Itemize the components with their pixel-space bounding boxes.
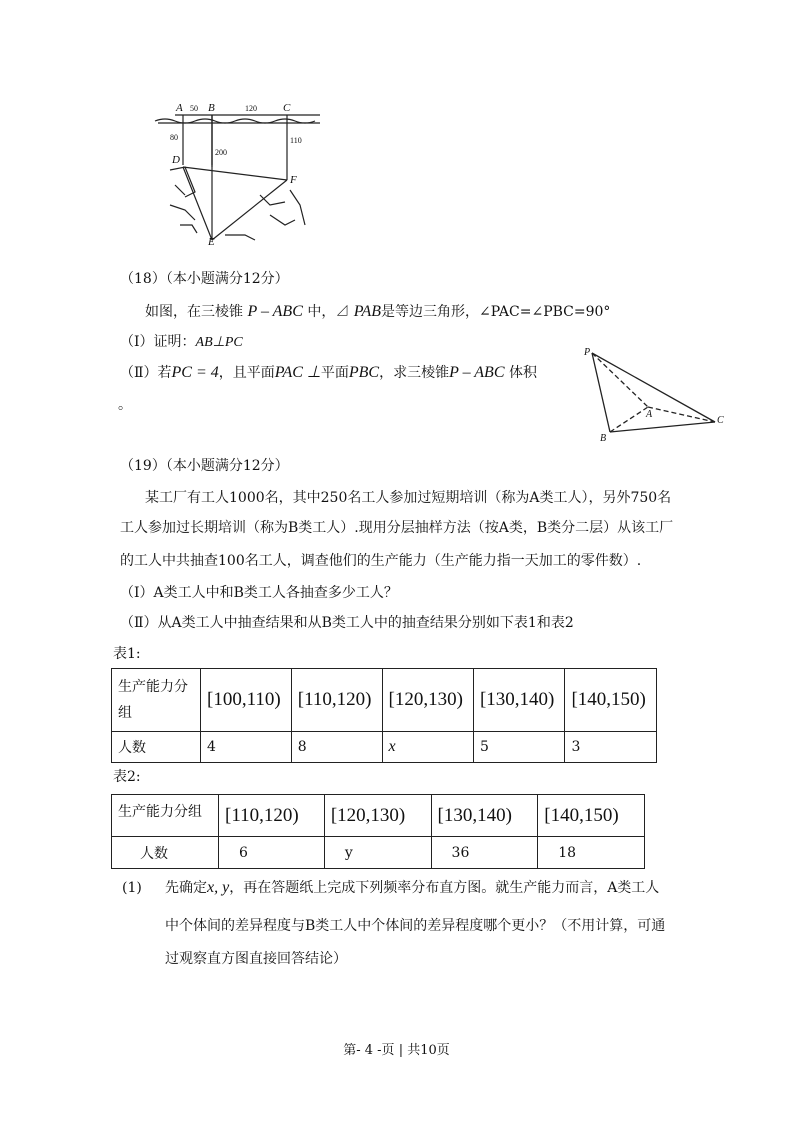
header-cell: 生产能力分组 — [112, 795, 219, 837]
text: 先确定 — [165, 880, 207, 896]
interval-cell: [130,140) — [473, 669, 564, 732]
q18-dot: 。 — [118, 397, 132, 413]
table-row — [112, 669, 657, 732]
table-row — [112, 732, 657, 763]
math: P – ABC — [247, 303, 303, 320]
interval-cell: [110,120) — [291, 669, 382, 732]
q19-para1: 某工厂有工人1000名，其中250名工人参加过短期培训（称为A类工人），另外750名 — [145, 490, 672, 506]
table-row — [112, 837, 645, 869]
num-120: 120 — [245, 104, 257, 113]
label-A: A — [176, 102, 183, 114]
pyramid-figure — [580, 345, 730, 445]
interval-cell: [140,150) — [565, 669, 657, 732]
label-D: D — [172, 154, 180, 166]
text: 组 — [118, 705, 132, 721]
interval-cell: [120,130) — [382, 669, 473, 732]
value-cell: 4 — [201, 732, 292, 763]
label-C: C — [717, 415, 724, 426]
text: （Ⅰ）证明： — [120, 334, 196, 350]
value-cell: 6 — [219, 837, 325, 869]
sub1-line2: 中个体间的差异程度与B类工人中个体间的差异程度哪个更小？（不用计算，可通 — [165, 918, 666, 934]
value-cell: 36 — [431, 837, 538, 869]
table-row — [112, 795, 645, 837]
math: AB⊥PC — [195, 335, 243, 350]
num-50: 50 — [190, 104, 198, 113]
value-cell: 3 — [565, 732, 657, 763]
value-cell: 8 — [291, 732, 382, 763]
label-B: B — [208, 102, 215, 114]
text: 生产能力分 — [118, 679, 188, 695]
interval-cell: [110,120) — [219, 795, 325, 837]
value-cell: 18 — [538, 837, 645, 869]
num-110: 110 — [290, 136, 302, 145]
q18-part2 — [120, 364, 537, 382]
text: 是等边三角形，∠PAC=∠PBC=90° — [381, 304, 611, 320]
num-80: 80 — [170, 133, 178, 142]
row-label: 人数 — [112, 837, 219, 869]
label-F: F — [290, 174, 297, 186]
value-cell: 5 — [473, 732, 564, 763]
q19-para3: 的工人中共抽查100名工人，调查他们的生产能力（生产能力指一天加工的零件数）. — [120, 553, 642, 569]
text: （Ⅱ）若 — [120, 365, 172, 381]
interval-cell: [140,150) — [538, 795, 645, 837]
value-cell: y — [324, 837, 431, 869]
interval-cell: [130,140) — [431, 795, 538, 837]
q19-header: （19）（本小题满分12分） — [120, 458, 289, 474]
text: ，再在答题纸上完成下列频率分布直方图。就生产能力而言，A类工人 — [229, 880, 660, 896]
table2-caption: 表2: — [113, 769, 141, 785]
math: PAB — [353, 303, 382, 320]
math: PC = 4 — [171, 364, 219, 381]
label-C: C — [283, 102, 291, 114]
q18-header: （18）（本小题满分12分） — [120, 271, 289, 287]
math: PAC ⊥ — [274, 364, 321, 381]
math: PBC — [348, 364, 380, 381]
q19-para2: 工人参加过长期培训（称为B类工人）.现用分层抽样方法（按A类，B类分二层）从该工厂 — [120, 520, 674, 536]
page-footer: 第- 4 -页 | 共10页 — [343, 1043, 450, 1058]
value-cell: x — [382, 732, 473, 763]
canyon-figure — [150, 95, 320, 245]
text: 中，⊿ — [307, 304, 350, 320]
label-P: P — [584, 347, 591, 358]
text: 如图，在三棱锥 — [145, 304, 243, 320]
sub1-label: (1) — [122, 880, 142, 896]
num-200: 200 — [215, 148, 227, 157]
text: ，求三棱锥 — [379, 365, 450, 381]
sub1-line3: 过观察直方图直接回答结论） — [165, 951, 347, 967]
text: 体积 — [508, 365, 537, 381]
sub1-line1 — [165, 879, 659, 897]
text: ，且平面 — [218, 365, 275, 381]
table1 — [111, 668, 657, 763]
math: x, y — [207, 879, 230, 896]
q18-stem — [145, 303, 610, 321]
table1-caption: 表1: — [113, 646, 141, 662]
label-E: E — [208, 236, 215, 245]
interval-cell: [120,130) — [324, 795, 431, 837]
table2 — [111, 794, 645, 869]
q18-part1 — [120, 333, 243, 352]
header-cell — [112, 669, 201, 732]
text: 平面 — [320, 365, 349, 381]
q19-part2: （Ⅱ）从A类工人中抽查结果和从B类工人中的抽查结果分别如下表1和表2 — [120, 615, 574, 631]
label-B: B — [600, 433, 607, 444]
q19-part1: （Ⅰ）A类工人中和B类工人各抽查多少工人？ — [120, 585, 398, 601]
interval-cell: [100,110) — [201, 669, 292, 732]
label-A: A — [646, 409, 653, 420]
math: P – ABC — [449, 364, 505, 381]
row-label: 人数 — [112, 732, 201, 763]
